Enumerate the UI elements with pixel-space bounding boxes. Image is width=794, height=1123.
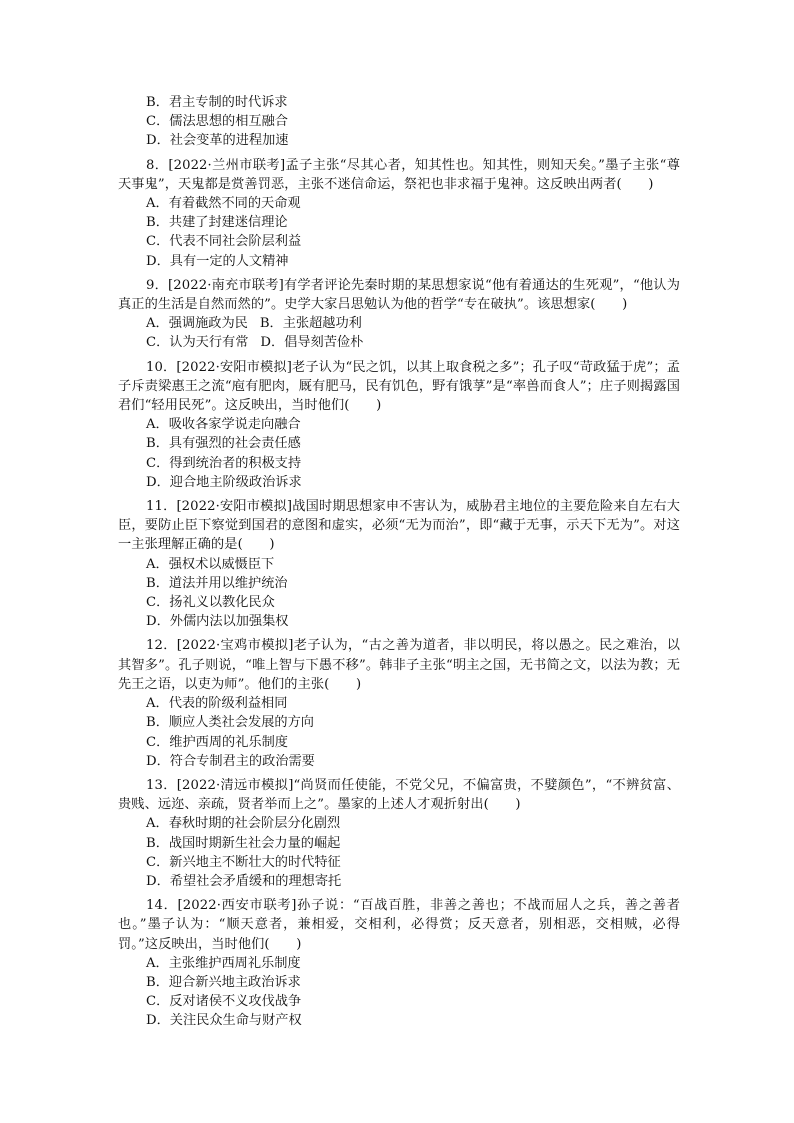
option-a: A．主张维护西周礼乐制度 <box>146 955 301 971</box>
option-a: A．吸收各家学说走向融合 <box>146 417 301 433</box>
option-d: D．社会变革的进程加速 <box>146 133 289 149</box>
option-d: D．关注民众生命与财产权 <box>146 1013 302 1029</box>
question-11 <box>118 497 680 631</box>
question-stem: 13．[2022·清远市模拟]“尚贤而任使能，不党父兄，不偏富贵，不嬖颜色”，“不辨贫富、贵贱、远迩、亲疏，贤者举而上之”。墨家的上述人才观折射出( ) <box>118 777 680 813</box>
question-stem: 8．[2022·兰州市联考]孟子主张“尽其心者，知其性也。知其性，则知天矣。”墨子主张“尊天事鬼”，天鬼都是赏善罚恶，主张不迷信命运，祭祀也非求福于鬼神。这反映出两者( ) <box>118 157 680 192</box>
option-a: A．春秋时期的社会阶层分化剧烈 <box>146 816 341 832</box>
option-d: D．迎合地主阶级政治诉求 <box>146 474 302 490</box>
option-d: D．外儒内法以加强集权 <box>146 614 289 630</box>
question-12 <box>118 636 680 770</box>
question-stem: 10．[2022·安阳市模拟]老子认为“民之饥，以其上取食税之多”；孔子叹“苛政猛于虎”；孟子斥责梁惠王之流“庖有肥肉，厩有肥马，民有饥色，野有饿莩”是“率兽而食人”；庄子则揭露国君们“轻用民死”。这反映出，当时他们( ) <box>118 359 680 414</box>
option-a: A．强调施政为民 <box>146 316 248 332</box>
question-stem: 12．[2022·宝鸡市模拟]老子认为，“古之善为道者，非以明民，将以愚之。民之难治，以其智多”。孔子则说，“唯上智与下愚不移”。韩非子主张“明主之国，无书简之文，以法为教；无先王之语，以吏为师”。他们的主张( ) <box>118 638 680 692</box>
question-stem: 14．[2022·西安市联考]孙子说：“百战百胜，非善之善也；不战而屈人之兵，善之善者也。”墨子认为：“顺天意者，兼相爱，交相利，必得赏；反天意者，别相恶，交相贼，必得罚。”这反映出，当时他们( ) <box>118 898 680 952</box>
question-stem: 11．[2022·安阳市模拟]战国时期思想家申不害认为，威胁君主地位的主要危险来自左右大臣，要防止臣下察觉到国君的意图和虚实，必须“无为而治”，即“藏于无事，示天下无为”。对这一主张理解正确的是( ) <box>118 499 680 553</box>
option-b: B．战国时期新生社会力量的崛起 <box>146 835 341 851</box>
question-8 <box>118 156 680 271</box>
option-b: B．君主专制的时代诉求 <box>146 95 288 110</box>
option-row-cd <box>118 333 680 352</box>
option-d: D．倡导刻苦俭朴 <box>260 335 364 351</box>
option-c: C．认为天行有常 <box>146 335 249 351</box>
option-d: D．具有一定的人文精神 <box>146 253 289 269</box>
option-b: B．主张超越功利 <box>259 316 362 332</box>
page-content <box>118 93 680 1031</box>
option-b: B．迎合新兴地主政治诉求 <box>146 974 301 990</box>
option-d: D．希望社会矛盾缓和的理想寄托 <box>146 873 342 889</box>
option-b: B．顺应人类社会发展的方向 <box>146 715 314 731</box>
option-c: C．儒法思想的相互融合 <box>146 114 288 130</box>
question-9 <box>118 276 680 353</box>
option-c: C．代表不同社会阶层利益 <box>146 234 302 250</box>
question-stem: 9．[2022·南充市联考]有学者评论先秦时期的某思想家说“他有着通达的生死观”，“他认为真正的生活是自然而然的”。史学大家吕思勉认为他的哲学“专在破执”。该思想家( ) <box>118 277 680 313</box>
option-a: A．强权术以威慑臣下 <box>146 556 275 572</box>
option-c: C．反对诸侯不义攻伐战争 <box>146 994 302 1010</box>
option-b: B．道法并用以维护统治 <box>146 575 288 591</box>
question-10 <box>118 358 680 492</box>
question-13 <box>118 776 680 891</box>
option-a: A．代表的阶级利益相同 <box>146 696 288 712</box>
option-c: C．得到统治者的积极支持 <box>146 455 302 471</box>
option-b: B．具有强烈的社会责任感 <box>146 436 301 452</box>
option-row-ab <box>118 314 680 333</box>
option-a: A．有着截然不同的天命观 <box>146 196 301 212</box>
option-d: D．符合专制君主的政治需要 <box>146 753 315 769</box>
option-c: C．扬礼义以教化民众 <box>146 595 275 611</box>
option-c: C．维护西周的礼乐制度 <box>146 734 288 750</box>
question-14 <box>118 896 680 1030</box>
option-c: C．新兴地主不断壮大的时代特征 <box>146 854 341 870</box>
option-b: B．共建了封建迷信理论 <box>146 215 288 231</box>
previous-question-options <box>118 93 680 151</box>
